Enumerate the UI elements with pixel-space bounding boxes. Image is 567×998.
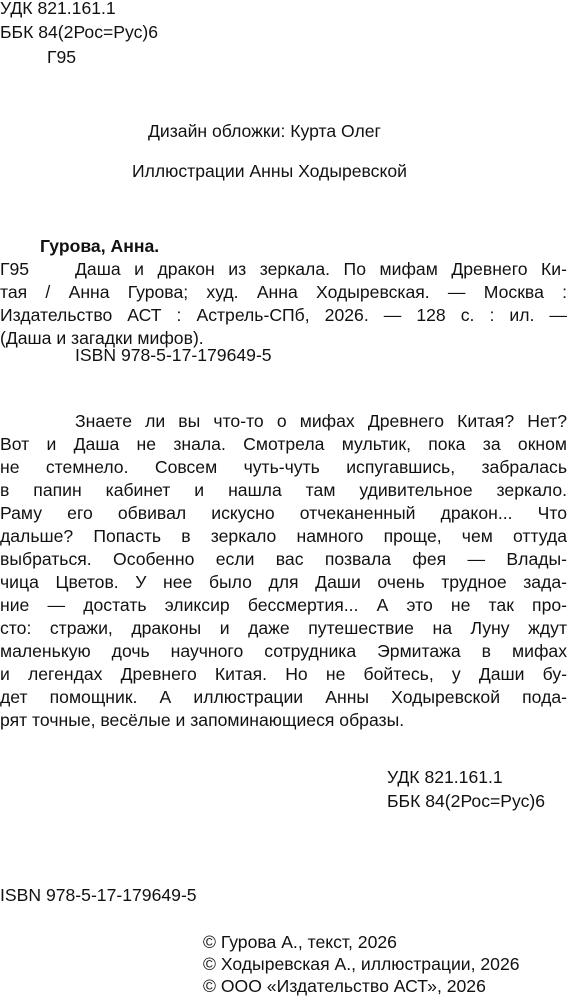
bibliographic-code: Г95 xyxy=(0,259,30,279)
header-udk: УДК 821.161.1 xyxy=(0,0,116,18)
annotation-line: Знаете ли вы что-то о мифах Древнего Китая? Нет? xyxy=(75,411,567,431)
bibliographic-description xyxy=(0,258,567,350)
annotation-line: дет помощник. А иллюстрации Анны Ходыревской пода- xyxy=(0,687,567,707)
illustrations-credit: Иллюстрации Анны Ходыревской xyxy=(132,161,407,181)
bibliographic-isbn: ISBN 978-5-17-179649-5 xyxy=(75,345,272,365)
annotation-line: дальше? Попасть в зеркало намного проще, чем оттуда xyxy=(0,526,567,546)
classification-udk: УДК 821.161.1 xyxy=(387,767,503,787)
header-code: Г95 xyxy=(47,47,77,67)
annotation-line: и легендах Древнего Китая. Но не бойтесь, у Даши бу- xyxy=(0,664,567,684)
bibliographic-line: Издательство АСТ : Астрель-СПб, 2026. — 128 с. : ил. — xyxy=(0,305,567,325)
bibliographic-line: Даша и дракон из зеркала. По мифам Древнего Ки- xyxy=(75,259,567,279)
annotation-line: выбраться. Особенно если вас позвала фея — Влады- xyxy=(0,549,567,569)
annotation-line: Раму его обвивал искусно отчеканенный дракон... Что xyxy=(0,503,567,523)
copyright-illustrations: © Ходыревская А., иллюстрации, 2026 xyxy=(203,954,520,974)
header-bbk: ББК 84(2Рос=Рус)6 xyxy=(0,22,159,42)
annotation xyxy=(0,410,567,732)
bibliographic-line: тая / Анна Гурова; худ. Анна Ходыревская. — Москва : xyxy=(0,282,567,302)
annotation-line: не стемнело. Совсем чуть-чуть испугавшись, забралась xyxy=(0,457,567,477)
annotation-line: Вот и Даша не знала. Смотрела мультик, пока за окном xyxy=(0,434,567,454)
annotation-line: ние — достать эликсир бессмертия... А это не так про- xyxy=(0,595,567,615)
author-name: Гурова, Анна. xyxy=(40,236,160,256)
annotation-line: маленькую дочь научного сотрудника Эрмитажа в мифах xyxy=(0,641,567,661)
copyright-text: © Гурова А., текст, 2026 xyxy=(203,932,397,952)
annotation-line: рят точные, весёлые и запоминающиеся образы. xyxy=(0,710,405,730)
annotation-line: в папин кабинет и нашла там удивительное зеркало. xyxy=(0,480,567,500)
footer-isbn: ISBN 978-5-17-179649-5 xyxy=(0,885,197,905)
classification-bbk: ББК 84(2Рос=Рус)6 xyxy=(387,791,546,811)
bibliographic-line: (Даша и загадки мифов). xyxy=(0,328,204,348)
annotation-line: сто: стражи, драконы и даже путешествие на Луну ждут xyxy=(0,618,567,638)
cover-design-credit: Дизайн обложки: Курта Олег xyxy=(148,121,381,141)
copyright-publisher: © ООО «Издательство АСТ», 2026 xyxy=(203,976,486,996)
annotation-line: чица Цветов. У нее было для Даши очень трудное зада- xyxy=(0,572,567,592)
